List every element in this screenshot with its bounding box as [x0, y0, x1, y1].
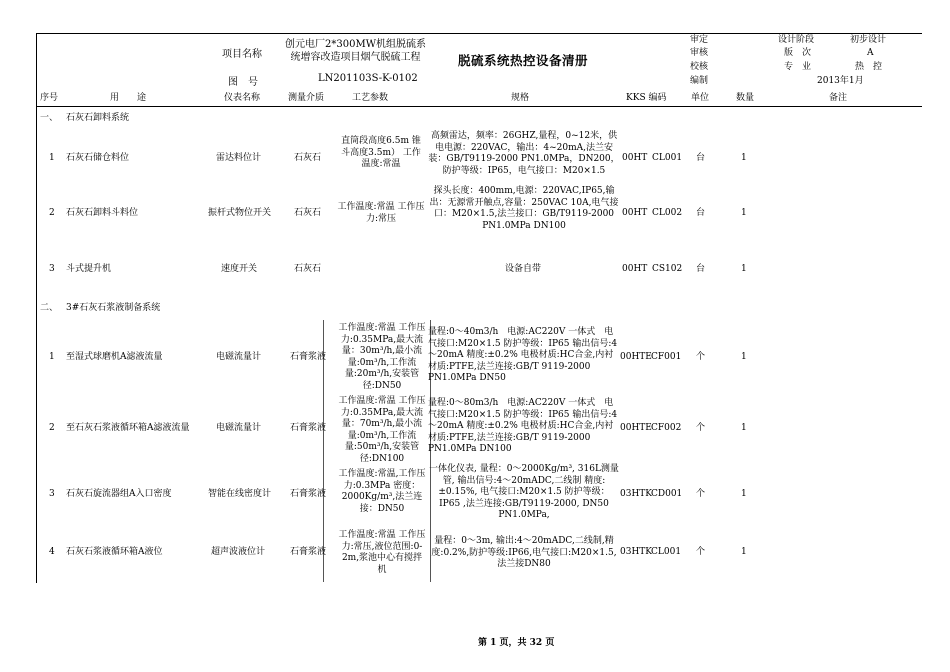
row-unit: 台: [696, 208, 706, 218]
row-spec: 探头长度：400mm,电源：220VAC,IP65,输出：无源常开触点,容量：250VAC 10A,电气接口：M20×1.5,法兰接口：GB/T9119-2000 PN1.0MPa DN100: [429, 186, 619, 231]
row-process: 工作温度:常温 工作压力:0.35MPa,最大流量：70m³/h,最小流量:0m³/h,工作流量:50m³/h,安装管径:DN100: [338, 396, 426, 464]
row-unit: 个: [696, 489, 706, 499]
row-unit: 个: [696, 423, 706, 433]
col-header-seq: 序号: [40, 93, 59, 103]
design-stage-label: 设计阶段: [778, 35, 815, 45]
row-spec: 一体化仪表, 量程：0～2000Kg/m³, 316L测量管, 输出信号:4～20mADC,二线制 精度:±0.15%, 电气接口:M20×1.5 防护等级：IP65 ,法兰连接:GB/T9119-2000, DN50 PN1.0MPa,: [429, 464, 619, 520]
row-instrument: 超声波液位计: [211, 547, 266, 557]
row-unit: 个: [696, 547, 706, 557]
version-label: 版 次: [784, 48, 812, 58]
row-unit: 个: [696, 352, 706, 362]
row-purpose: 至湿式球磨机A滤液流量: [66, 352, 163, 362]
row-qty: 1: [741, 547, 747, 557]
row-kks-code: CL001: [652, 153, 683, 163]
row-purpose: 石灰石卸料斗料位: [66, 208, 139, 218]
row-qty: 1: [741, 352, 747, 362]
row-kks-code: CF001: [651, 352, 682, 362]
row-kks-system: 00HTE: [620, 352, 652, 362]
frame-top-line: [36, 33, 922, 34]
project-name-label: 项目名称: [222, 49, 262, 60]
row-medium: 石膏浆液: [290, 352, 327, 362]
row-process: 工作温度:常温 工作压力:常压: [337, 202, 425, 224]
row-seq: 1: [49, 153, 55, 163]
col-header-qty: 数量: [736, 93, 755, 103]
row-kks-system: 00HT: [622, 264, 648, 274]
col-header-spec: 规格: [511, 93, 530, 103]
row-qty: 1: [741, 153, 747, 163]
col-header-kks: KKS 编码: [626, 93, 667, 103]
row-seq: 1: [49, 352, 55, 362]
row-kks-code: CL001: [651, 547, 682, 557]
section-number: 二、: [40, 303, 59, 313]
col-header-process: 工艺参数: [352, 93, 389, 103]
row-instrument: 雷达料位计: [216, 153, 262, 163]
row-kks-system: 00HTE: [620, 423, 652, 433]
section-title: 石灰石卸料系统: [66, 113, 130, 123]
row-qty: 1: [741, 489, 747, 499]
page-number: 第 1 页，共 32 页: [478, 638, 555, 648]
row-purpose: 至石灰石浆液循环箱A滤液流量: [66, 423, 190, 433]
row-process: 工作温度:常温,工作压力:0.3MPa 密度：2000Kg/m³,法兰连接：DN50: [338, 469, 426, 514]
col-header-remark: 备注: [829, 93, 848, 103]
row-spec: 量程:0～40m3/h 电源:AC220V 一体式 电气接口:M20×1.5 防护等级：IP65 输出信号:4～20mA 精度:±0.2% 电极材质:HC合金,内衬材质:PTFE,法兰连接:GB/T 9119-2000 PN1.0MPa DN50: [428, 327, 618, 383]
review-label-check: 校核: [690, 62, 709, 72]
row-seq: 2: [49, 208, 55, 218]
col-header-purpose: 用 途: [110, 93, 147, 103]
row-purpose: 石灰石旋流器组A入口密度: [66, 489, 172, 499]
date-value: 2013年1月: [817, 76, 864, 86]
review-label-approve: 审定: [690, 35, 709, 45]
row-instrument: 电磁流量计: [216, 352, 262, 362]
row-instrument: 速度开关: [221, 264, 258, 274]
row-spec: 高频雷达，频率：26GHZ,量程，0~12米，供电电源：220VAC，输出：4~20mA,法兰安装：GB/T9119-2000 PN1.0MPa，DN200，防护等级：IP65，电气接口：M20×1.5: [428, 131, 620, 176]
row-spec: 量程:0～80m3/h 电源:AC220V 一体式 电气接口:M20×1.5 防护等级：IP65 输出信号:4～20mA 精度:±0.2% 电极材质:HC合金,内衬材质:PTFE,法兰连接:GB/T 9119-2000 PN1.0MPa DN100: [428, 398, 618, 454]
design-stage-value: 初步设计: [850, 35, 887, 45]
row-kks-code: CS102: [652, 264, 683, 274]
row-seq: 3: [49, 264, 55, 274]
col-header-unit: 单位: [691, 93, 710, 103]
col-header-medium: 测量介质: [288, 93, 325, 103]
project-name-value: 创元电厂2*300MW机组脱硫系统增容改造项目烟气脱硫工程: [285, 39, 426, 63]
row-qty: 1: [741, 423, 747, 433]
section-title: 3#石灰石浆液制备系统: [66, 303, 161, 313]
section-number: 一、: [40, 113, 59, 123]
document-title: 脱硫系统热控设备清册: [458, 53, 589, 68]
version-value: A: [867, 48, 874, 58]
row-spec: 量程：0～3m, 输出:4～20mADC,二线制,精度:0.2%,防护等级:IP66,电气接口:M20×1.5,法兰接DN80: [431, 536, 617, 569]
review-label-audit: 审核: [690, 48, 709, 58]
row-qty: 1: [741, 208, 747, 218]
row-process: 工作温度:常温 工作压力:0.35MPa,最大流量：30m³/h,最小流量:0m³/h,工作流量:20m³/h,安装管径:DN50: [338, 323, 426, 391]
row-kks-system: 00HT: [622, 153, 648, 163]
row-seq: 3: [49, 489, 55, 499]
row-instrument: 智能在线密度计: [208, 489, 272, 499]
row-medium: 石灰石: [294, 264, 322, 274]
row-seq: 4: [49, 547, 55, 557]
row-purpose: 石灰石储仓料位: [66, 153, 130, 163]
row-unit: 台: [696, 264, 706, 274]
row-purpose: 石灰石浆液循环箱A液位: [66, 547, 163, 557]
row-kks-code: CL002: [652, 208, 683, 218]
drawing-no-label: 图 号: [228, 77, 258, 88]
row-instrument: 电磁流量计: [216, 423, 262, 433]
row-medium: 石膏浆液: [290, 489, 327, 499]
header-bottom-line: [36, 106, 922, 107]
row-medium: 石膏浆液: [290, 547, 327, 557]
drawing-no-value: LN201103S-K-0102: [318, 73, 418, 84]
row-purpose: 斗式提升机: [66, 264, 112, 274]
review-label-compile: 编制: [690, 76, 709, 86]
row-unit: 台: [696, 153, 706, 163]
row-medium: 石灰石: [294, 153, 322, 163]
row-kks-code: CF002: [651, 423, 682, 433]
row-medium: 石膏浆液: [290, 423, 327, 433]
row-kks-system: 00HT: [622, 208, 648, 218]
row-process: 工作温度:常温 工作压力:常压,液位范围:0-2m,浆池中心有搅拌机: [338, 530, 426, 575]
col-header-instrument: 仪表名称: [224, 93, 261, 103]
row-process: 直筒段高度6.5m 锥斗高度3.5m） 工作温度:常温: [341, 136, 421, 169]
frame-left-line: [36, 33, 37, 583]
row-qty: 1: [741, 264, 747, 274]
row-spec: 设备自带: [505, 264, 542, 274]
specialty-label: 专 业: [784, 62, 812, 72]
row-kks-code: CD001: [651, 489, 683, 499]
row-kks-system: 03HTK: [620, 489, 653, 499]
row-medium: 石灰石: [294, 208, 322, 218]
row-instrument: 振杆式物位开关: [208, 208, 272, 218]
row-kks-system: 03HTK: [620, 547, 653, 557]
row-seq: 2: [49, 423, 55, 433]
specialty-value: 热 控: [855, 62, 883, 72]
